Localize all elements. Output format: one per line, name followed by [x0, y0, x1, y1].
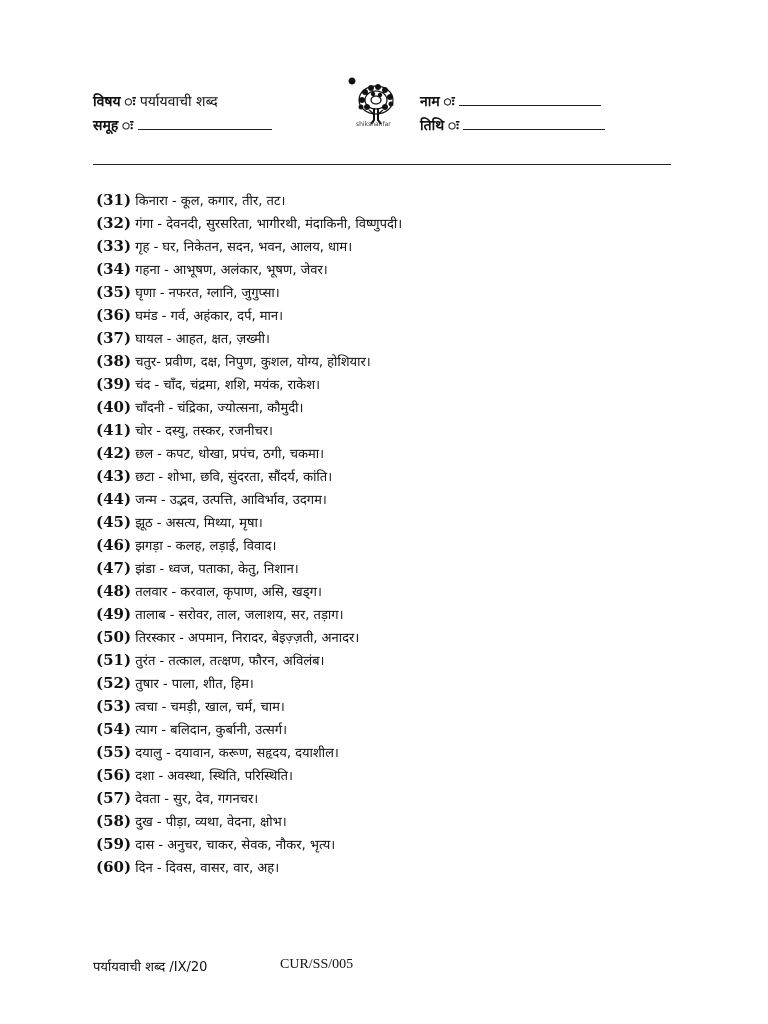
item-number-value: 52 — [103, 674, 124, 692]
item-number: (43) — [96, 467, 132, 485]
list-item — [96, 465, 696, 488]
item-text: झूठ - असत्य, मिथ्या, मृषा। — [135, 516, 263, 531]
item-number-value: 56 — [103, 766, 124, 784]
item-number-value: 57 — [103, 789, 124, 807]
date-label: तिथि ः — [420, 118, 459, 134]
subject-value: पर्यायवाची शब्द — [139, 94, 218, 110]
item-number: (38) — [96, 352, 132, 370]
subject-line — [93, 92, 218, 111]
item-number-value: 55 — [103, 743, 124, 761]
item-number-value: 54 — [103, 720, 124, 738]
item-number: (41) — [96, 421, 132, 439]
item-number: (49) — [96, 605, 132, 623]
list-item — [96, 258, 696, 281]
item-number: (53) — [96, 697, 132, 715]
subject-label: विषय ः — [93, 94, 136, 110]
logo-text: shikshanfar — [356, 121, 391, 128]
item-text: जन्म - उद्भव, उत्पत्ति, आविर्भाव, उदगम। — [135, 493, 327, 508]
group-blank[interactable] — [138, 117, 272, 130]
name-line — [420, 92, 601, 111]
list-item — [96, 419, 696, 442]
footer-title: पर्यायवाची शब्द /IX/20 — [93, 960, 208, 975]
list-item — [96, 557, 696, 580]
item-number-value: 33 — [103, 237, 124, 255]
item-number-value: 38 — [103, 352, 124, 370]
item-text: तुरंत - तत्काल, तत्क्षण, फौरन, अविलंब। — [135, 654, 325, 669]
item-text: तालाब - सरोवर, ताल, जलाशय, सर, तड़ाग। — [135, 608, 344, 623]
list-item — [96, 833, 696, 856]
item-text: त्वचा - चमड़ी, खाल, चर्म, चाम। — [135, 700, 285, 715]
item-number-value: 47 — [103, 559, 124, 577]
item-number: (32) — [96, 214, 132, 232]
item-number: (52) — [96, 674, 132, 692]
list-item — [96, 810, 696, 833]
item-number: (40) — [96, 398, 132, 416]
item-number-value: 60 — [103, 858, 124, 876]
item-text: चंद - चाँद, चंद्रमा, शशि, मयंक, राकेश। — [135, 378, 321, 393]
name-blank[interactable] — [459, 93, 601, 106]
synonym-list — [96, 189, 696, 879]
item-number: (35) — [96, 283, 132, 301]
item-text: गंगा - देवनदी, सुरसरिता, भागीरथी, मंदाकिनी, विष्णुपदी। — [135, 217, 403, 232]
list-item — [96, 327, 696, 350]
date-line — [420, 116, 605, 135]
item-text: घृणा - नफरत, ग्लानि, जुगुप्सा। — [135, 286, 280, 301]
item-text: घायल - आहत, क्षत, ज़ख्मी। — [135, 332, 270, 347]
item-number-value: 45 — [103, 513, 124, 531]
list-item — [96, 741, 696, 764]
item-text: घमंड - गर्व, अहंकार, दर्प, मान। — [135, 309, 284, 324]
item-number-value: 37 — [103, 329, 124, 347]
item-number: (59) — [96, 835, 132, 853]
item-number-value: 43 — [103, 467, 124, 485]
list-item — [96, 396, 696, 419]
item-text: छटा - शोभा, छवि, सुंदरता, सौंदर्य, कांति। — [135, 470, 333, 485]
name-label: नाम ः — [420, 94, 455, 110]
item-text: चाँदनी - चंद्रिका, ज्योत्सना, कौमुदी। — [135, 401, 304, 416]
item-number: (47) — [96, 559, 132, 577]
list-item — [96, 649, 696, 672]
item-number: (46) — [96, 536, 132, 554]
item-number: (33) — [96, 237, 132, 255]
item-text: गहना - आभूषण, अलंकार, भूषण, जेवर। — [135, 263, 328, 278]
item-number-value: 44 — [103, 490, 124, 508]
item-number: (48) — [96, 582, 132, 600]
list-item — [96, 764, 696, 787]
item-text: चतुर- प्रवीण, दक्ष, निपुण, कुशल, योग्य, होशियार। — [135, 355, 371, 370]
list-item — [96, 856, 696, 879]
item-text: दास - अनुचर, चाकर, सेवक, नौकर, भृत्य। — [135, 838, 336, 853]
list-item — [96, 626, 696, 649]
item-number: (39) — [96, 375, 132, 393]
item-number-value: 59 — [103, 835, 124, 853]
item-number-value: 32 — [103, 214, 124, 232]
item-text: दिन - दिवस, वासर, वार, अह। — [135, 861, 280, 876]
item-number-value: 31 — [103, 191, 124, 209]
list-item — [96, 718, 696, 741]
list-item — [96, 603, 696, 626]
item-number-value: 48 — [103, 582, 124, 600]
list-item — [96, 672, 696, 695]
item-number: (37) — [96, 329, 132, 347]
group-label: समूह ः — [93, 118, 134, 134]
list-item — [96, 511, 696, 534]
list-item — [96, 534, 696, 557]
item-number: (36) — [96, 306, 132, 324]
item-number-value: 39 — [103, 375, 124, 393]
header-divider — [93, 164, 671, 165]
item-number: (34) — [96, 260, 132, 278]
list-item — [96, 281, 696, 304]
item-number-value: 40 — [103, 398, 124, 416]
item-number: (45) — [96, 513, 132, 531]
item-number: (42) — [96, 444, 132, 462]
item-number-value: 35 — [103, 283, 124, 301]
item-number-value: 36 — [103, 306, 124, 324]
item-number: (50) — [96, 628, 132, 646]
item-number: (55) — [96, 743, 132, 761]
item-number-value: 51 — [103, 651, 124, 669]
item-number-value: 53 — [103, 697, 124, 715]
list-item — [96, 488, 696, 511]
item-text: गृह - घर, निकेतन, सदन, भवन, आलय, धाम। — [135, 240, 353, 255]
item-text: झंडा - ध्वज, पताका, केतु, निशान। — [135, 562, 299, 577]
item-text: तुषार - पाला, शीत, हिम। — [135, 677, 254, 692]
list-item — [96, 787, 696, 810]
list-item — [96, 442, 696, 465]
item-text: दुख - पीड़ा, व्यथा, वेदना, क्षोभ। — [135, 815, 287, 830]
item-text: किनारा - कूल, कगार, तीर, तट। — [135, 194, 286, 209]
list-item — [96, 350, 696, 373]
item-number: (56) — [96, 766, 132, 784]
item-text: दशा - अवस्था, स्थिति, परिस्थिति। — [135, 769, 293, 784]
list-item — [96, 580, 696, 603]
list-item — [96, 695, 696, 718]
date-blank[interactable] — [463, 117, 605, 130]
item-text: त्याग - बलिदान, कुर्बानी, उत्सर्ग। — [135, 723, 288, 738]
item-number-value: 50 — [103, 628, 124, 646]
item-number: (51) — [96, 651, 132, 669]
group-line — [93, 116, 272, 135]
item-number-value: 42 — [103, 444, 124, 462]
item-text: देवता - सुर, देव, गगनचर। — [135, 792, 259, 807]
item-text: तिरस्कार - अपमान, निरादर, बेइज़्ज़ती, अनादर। — [135, 631, 360, 646]
item-number: (44) — [96, 490, 132, 508]
item-number-value: 58 — [103, 812, 124, 830]
item-text: तलवार - करवाल, कृपाण, असि, खड्ग। — [135, 585, 322, 600]
item-number: (60) — [96, 858, 132, 876]
item-number: (54) — [96, 720, 132, 738]
footer-code: CUR/SS/005 — [280, 957, 354, 972]
list-item — [96, 235, 696, 258]
list-item — [96, 373, 696, 396]
item-text: झगड़ा - कलह, लड़ाई, विवाद। — [135, 539, 277, 554]
item-number-value: 34 — [103, 260, 124, 278]
list-item — [96, 304, 696, 327]
item-text: छल - कपट, धोखा, प्रपंच, ठगी, चकमा। — [135, 447, 325, 462]
item-number: (58) — [96, 812, 132, 830]
item-number-value: 46 — [103, 536, 124, 554]
item-number-value: 49 — [103, 605, 124, 623]
item-number: (31) — [96, 191, 132, 209]
list-item — [96, 189, 696, 212]
item-number: (57) — [96, 789, 132, 807]
list-item — [96, 212, 696, 235]
item-number-value: 41 — [103, 421, 124, 439]
item-text: चोर - दस्यु, तस्कर, रजनीचर। — [135, 424, 273, 439]
item-text: दयालु - दयावान, करूण, सहृदय, दयाशील। — [135, 746, 339, 761]
